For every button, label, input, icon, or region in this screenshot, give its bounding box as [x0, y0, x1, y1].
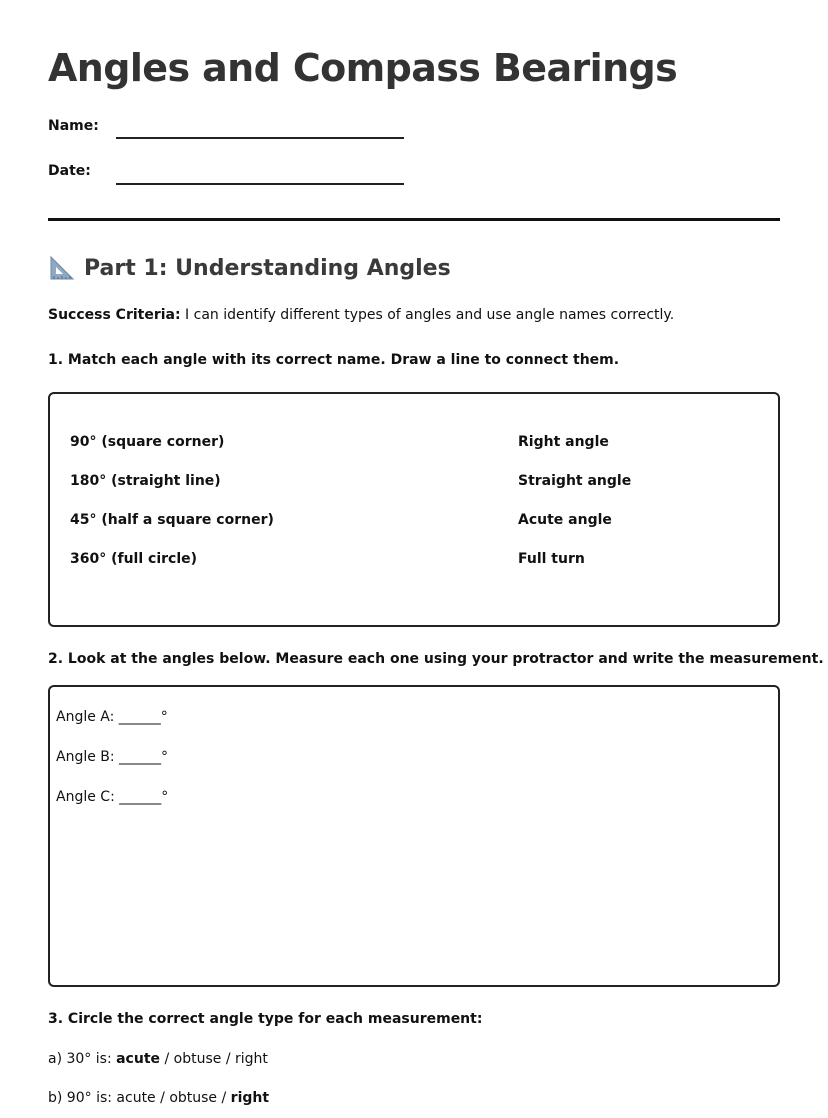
- option-separator: /: [221, 1051, 235, 1067]
- angle-list: [70, 424, 274, 580]
- question-3b-prefix: b) 90° is:: [48, 1090, 117, 1106]
- question-3b: [48, 1090, 269, 1106]
- measurement-item[interactable]: Angle C: ______°: [56, 789, 169, 805]
- question-3a-prefix: a) 30° is:: [48, 1051, 117, 1067]
- match-right-item[interactable]: Right angle: [518, 434, 609, 450]
- match-left-item[interactable]: 180° (straight line): [70, 473, 221, 489]
- name-label: Name:: [48, 118, 99, 134]
- success-criteria-label: Success Criteria:: [48, 307, 181, 323]
- success-criteria: [48, 307, 674, 323]
- option-separator: /: [155, 1090, 170, 1106]
- option-right[interactable]: right: [235, 1051, 268, 1067]
- date-label: Date:: [48, 163, 91, 179]
- angle-name-list: [518, 424, 631, 580]
- triangle-ruler-icon: [48, 254, 76, 282]
- option-obtuse[interactable]: obtuse: [169, 1090, 218, 1106]
- measurement-list: [56, 709, 168, 829]
- match-left-item[interactable]: 90° (square corner): [70, 434, 225, 450]
- option-right[interactable]: right: [230, 1090, 270, 1106]
- date-field[interactable]: [116, 183, 404, 185]
- page-title: Angles and Compass Bearings: [48, 46, 678, 90]
- option-obtuse[interactable]: obtuse: [173, 1051, 222, 1067]
- match-right-item[interactable]: Full turn: [518, 551, 585, 567]
- question-3-prompt: 3. Circle the correct angle type for each measurement:: [48, 1011, 483, 1027]
- option-separator: /: [217, 1090, 231, 1106]
- match-right-item[interactable]: Acute angle: [518, 512, 612, 528]
- part1-title: Part 1: Understanding Angles: [84, 255, 451, 281]
- header-divider: [48, 218, 780, 221]
- question-1-prompt: 1. Match each angle with its correct name. Draw a line to connect them.: [48, 352, 620, 368]
- option-acute[interactable]: acute: [116, 1051, 161, 1067]
- success-criteria-text: I can identify different types of angles and use angle names correctly.: [180, 307, 675, 323]
- match-right-item[interactable]: Straight angle: [518, 473, 632, 489]
- question-2-prompt: 2. Look at the angles below. Measure each one using your protractor and write the measurement.: [48, 651, 824, 667]
- question-3a: [48, 1051, 268, 1067]
- match-left-item[interactable]: 360° (full circle): [70, 551, 198, 567]
- match-left-item[interactable]: 45° (half a square corner): [70, 512, 274, 528]
- measurement-item[interactable]: Angle B: ______°: [56, 749, 169, 765]
- option-separator: /: [160, 1051, 174, 1067]
- matching-box[interactable]: [48, 392, 780, 627]
- measurement-item[interactable]: Angle A: ______°: [56, 709, 168, 725]
- option-acute[interactable]: acute: [116, 1090, 156, 1106]
- part1-heading: [48, 254, 451, 282]
- name-field[interactable]: [116, 137, 404, 139]
- measurement-box[interactable]: [48, 685, 780, 987]
